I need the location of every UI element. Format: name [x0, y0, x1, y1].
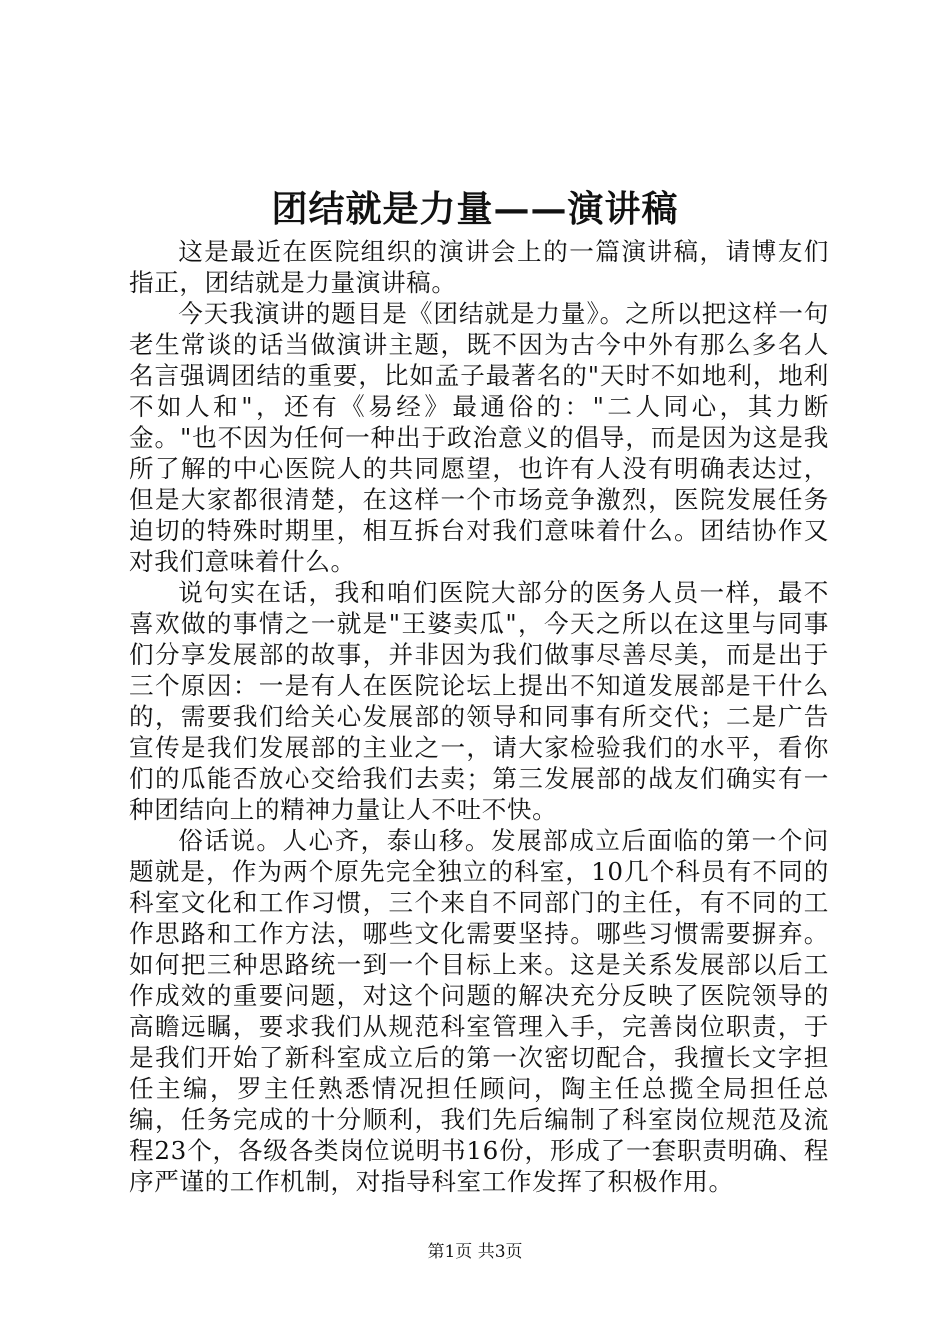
- document-body: [129, 236, 829, 1197]
- page-number-footer: 第1页 共3页: [427, 1242, 523, 1262]
- paragraph-2: 今天我演讲的题目是《团结就是力量》。之所以把这样一句老生常谈的话当做演讲主题，既不因为古今中外有那么多名人名言强调团结的重要，比如孟子最著名的"天时不如地利，地利不如人和"，还有《易经》最通俗的："二人同心，其力断金。"也不因为任何一种出于政治意义的倡导，而是因为这是我所了解的中心医院人的共同愿望，也许有人没有明确表达过，但是大家都很清楚，在这样一个市场竞争激烈，医院发展任务迫切的特殊时期里，相互拆台对我们意味着什么。团结协作又对我们意味着什么。: [129, 299, 829, 576]
- document-title: 团结就是力量——演讲稿: [271, 188, 679, 230]
- paragraph-4: 俗话说。人心齐，泰山移。发展部成立后面临的第一个问题就是，作为两个原先完全独立的科室，10几个科员有不同的科室文化和工作习惯，三个来自不同部门的主任，有不同的工作思路和工作方法，哪些文化需要坚持。哪些习惯需要摒弃。如何把三种思路统一到一个目标上来。这是关系发展部以后工作成效的重要问题，对这个问题的解决充分反映了医院领导的高瞻远瞩，要求我们从规范科室管理入手，完善岗位职责，于是我们开始了新科室成立后的第一次密切配合，我擅长文字担任主编，罗主任熟悉情况担任顾问，陶主任总揽全局担任总编，任务完成的十分顺利，我们先后编制了科室岗位规范及流程23个，各级各类岗位说明书16份，形成了一套职责明确、程序严谨的工作机制，对指导科室工作发挥了积极作用。: [129, 826, 829, 1196]
- paragraph-3: 说句实在话，我和咱们医院大部分的医务人员一样，最不喜欢做的事情之一就是"王婆卖瓜"，今天之所以在这里与同事们分享发展部的故事，并非因为我们做事尽善尽美，而是出于三个原因：一是有人在医院论坛上提出不知道发展部是干什么的，需要我们给关心发展部的领导和同事有所交代；二是广告宣传是我们发展部的主业之一，请大家检验我们的水平，看你们的瓜能否放心交给我们去卖；第三发展部的战友们确实有一种团结向上的精神力量让人不吐不快。: [129, 578, 829, 824]
- paragraph-1: 这是最近在医院组织的演讲会上的一篇演讲稿，请博友们指正，团结就是力量演讲稿。: [129, 237, 829, 297]
